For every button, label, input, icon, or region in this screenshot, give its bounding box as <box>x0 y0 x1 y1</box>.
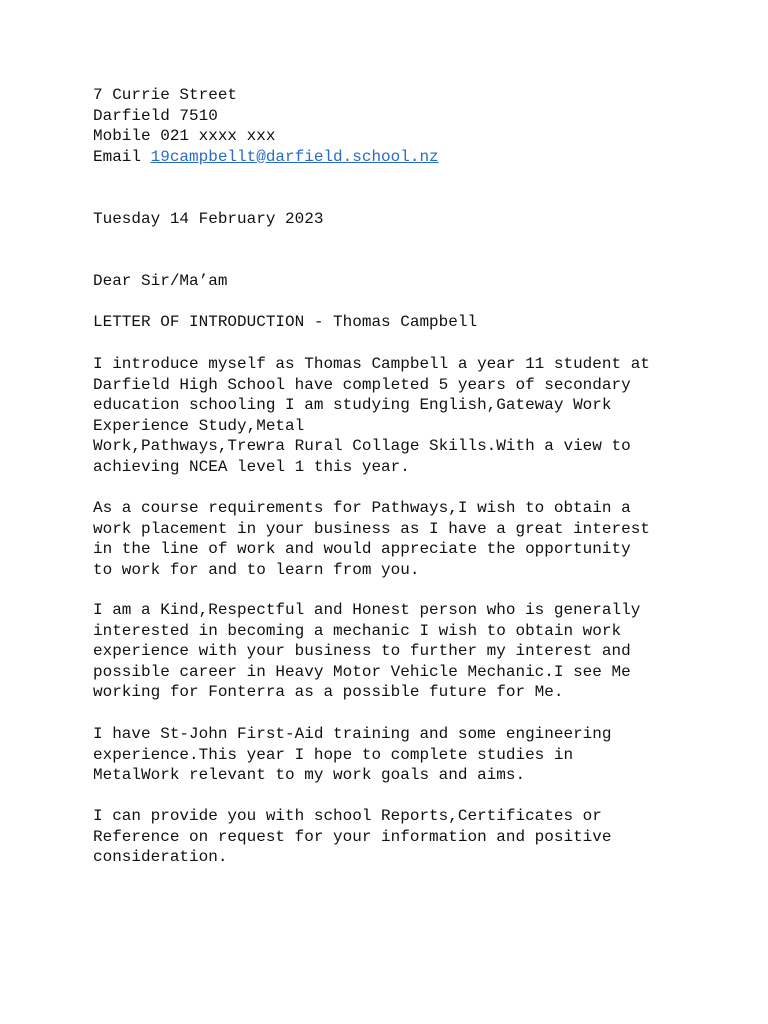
paragraph-line: consideration. <box>93 848 228 867</box>
email-link[interactable]: 19campbellt@darfield.school.nz <box>150 147 439 166</box>
paragraph-references <box>93 806 693 868</box>
paragraph-line: Reference on request for your information and positive <box>93 827 612 846</box>
paragraph-line: working for Fonterra as a possible future for Me. <box>93 683 564 702</box>
address-town: Darfield 7510 <box>93 106 218 125</box>
paragraph-line: achieving NCEA level 1 this year. <box>93 457 410 476</box>
paragraph-line: in the line of work and would appreciate the opportunity <box>93 540 631 559</box>
paragraph-training <box>93 724 693 786</box>
subject-line <box>93 312 693 333</box>
letter-date <box>93 209 693 230</box>
paragraph-introduction <box>93 354 693 478</box>
paragraph-line: I have St-John First-Aid training and some engineering <box>93 725 612 743</box>
sender-address <box>93 85 693 167</box>
address-street: 7 Currie Street <box>93 86 238 104</box>
paragraph-line: I introduce myself as Thomas Campbell a year 11 student at <box>93 355 650 373</box>
paragraph-line: work placement in your business as I have a great interest <box>93 519 650 538</box>
paragraph-placement-request <box>93 498 693 580</box>
paragraph-line: experience.This year I hope to complete studies in <box>93 745 574 764</box>
paragraph-line: Experience Study,Metal <box>93 416 305 435</box>
email-label: Email <box>93 147 151 166</box>
paragraph-line: MetalWork relevant to my work goals and aims. <box>93 766 526 785</box>
paragraph-line: Work,Pathways,Trewra Rural Collage Skills.With a view to <box>93 437 631 456</box>
salutation <box>93 271 693 292</box>
paragraph-line: Darfield High School have completed 5 years of secondary <box>93 375 631 394</box>
date-text: Tuesday 14 February 2023 <box>93 210 324 228</box>
address-mobile: Mobile 021 xxxx xxx <box>93 127 276 146</box>
paragraph-line: experience with your business to further my interest and <box>93 642 631 661</box>
paragraph-line: interested in becoming a mechanic I wish to obtain work <box>93 621 622 640</box>
paragraph-personal-qualities <box>93 600 693 703</box>
address-email-line <box>93 147 693 168</box>
paragraph-line: possible career in Heavy Motor Vehicle Mechanic.I see Me <box>93 662 631 681</box>
subject-text: LETTER OF INTRODUCTION - Thomas Campbell <box>93 313 478 331</box>
paragraph-line: to work for and to learn from you. <box>93 560 420 579</box>
paragraph-line: I can provide you with school Reports,Certificates or <box>93 807 602 825</box>
paragraph-line: As a course requirements for Pathways,I wish to obtain a <box>93 499 631 517</box>
paragraph-line: I am a Kind,Respectful and Honest person who is generally <box>93 601 641 619</box>
salutation-text: Dear Sir/Ma’am <box>93 272 228 290</box>
paragraph-line: education schooling I am studying English,Gateway Work <box>93 396 612 415</box>
